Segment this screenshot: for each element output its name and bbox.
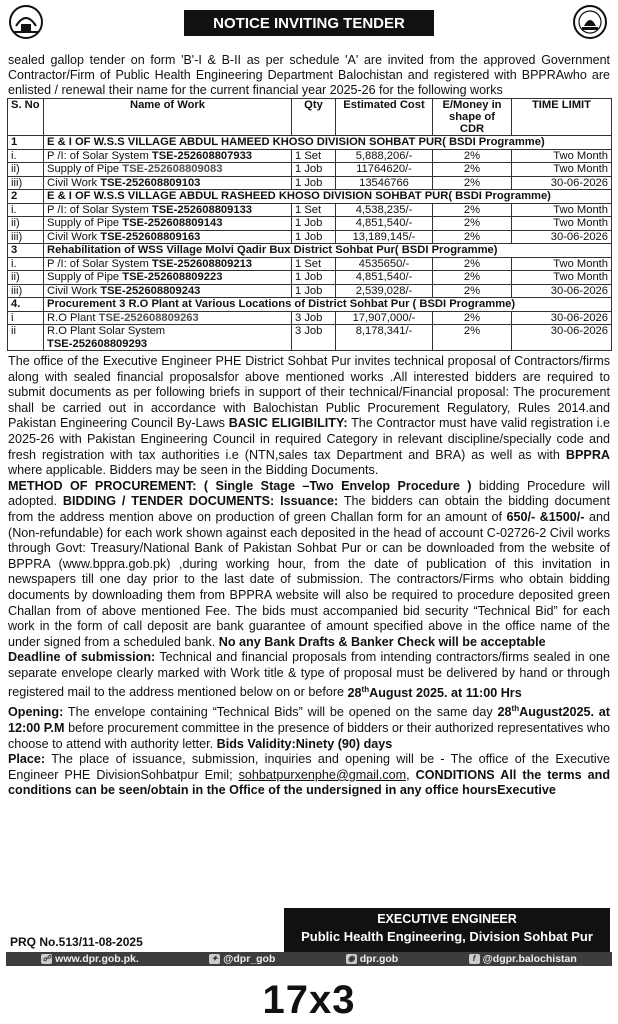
col-name-of-work: Name of Work [44, 99, 292, 136]
place-label: Place: [8, 752, 46, 767]
footer-facebook[interactable]: f @dgpr.balochistan [469, 953, 577, 965]
table-row [8, 203, 612, 217]
work-name-cell [44, 163, 292, 177]
phe-department-logo-icon [572, 4, 608, 40]
emoney-cell: 2% [433, 217, 512, 231]
cost-cell: 4,851,540/- [336, 271, 433, 285]
qty-cell: 1 Job [292, 163, 336, 177]
bidding-label: BIDDING / TENDER DOCUMENTS: Issuance: [62, 494, 339, 509]
emoney-cell: 2% [433, 271, 512, 285]
tender-code: TSE-252608809213 [151, 257, 253, 270]
fee-amount: 650/- &1500/- [506, 509, 585, 524]
deadline-text: Technical and financial proposals from intending contractors/firms sealed in one separate envelope clearly marked with Work title & type of proposal must be delivered by hand or through registered mail to the address mentioned below on or before [8, 650, 610, 700]
time-limit-cell: 30-06-2026 [512, 311, 612, 325]
table-header-row [8, 99, 612, 136]
prq-number: PRQ No.513/11-08-2025 [10, 935, 143, 949]
section-title: Rehabilitation of WSS Village Molvi Qadir Bux District Sohbat Pur( BSDI Programme) [44, 244, 612, 258]
signatory-office: Public Health Engineering, Division Sohbat Pur [301, 929, 593, 944]
method-label: METHOD OF PROCUREMENT: ( Single Stage –Two Envelop Procedure ) [8, 478, 472, 493]
work-name: Civil Work [47, 230, 98, 243]
qty-cell: 1 Job [292, 284, 336, 298]
row-number: ii) [8, 163, 44, 177]
twitter-icon: ✦ [209, 954, 220, 964]
time-limit-cell: 30-06-2026 [512, 325, 612, 351]
qty-cell: 1 Set [292, 257, 336, 271]
deadline-date: 28thAugust 2025. at 11:00 Hrs [347, 684, 522, 700]
eligibility-text: The Contractor must have valid registration i.e 2025-26 with Pakistan Engineering Council in required Category in relevant discipline/specially code and fresh registration with tax authorities i.e (NTN,sales tax Department and BRA) as well as with [8, 416, 610, 462]
work-name: R.O Plant Solar System [47, 325, 166, 337]
body-paragraph: The office of the Executive Engineer PHE District Sohbat Pur invites technical proposal of Contractors/firms along with sealed financial proposalsfor above mentioned works .All interested bidders are required to submit documents as per following briefs in support of their technical/Financial proposal: The procurement shall be carried out in accordance with Balochistan Public Procurement Regulatory, Rules 2014.and Pakistan Engineering Council By-Laws [8, 354, 610, 431]
section-title: Procurement 3 R.O Plant at Various Locations of District Sohbat Pur ( BSDI Programme) [44, 298, 612, 312]
eligibility-tail: where applicable. Bidders may be seen in the Bidding Documents. [8, 463, 379, 478]
col-estimated-cost: Estimated Cost [336, 99, 433, 136]
work-name-cell [44, 284, 292, 298]
tender-code: TSE-252608809163 [100, 230, 201, 243]
section-number: 2 [8, 190, 44, 204]
conditions-text: CONDITIONS All the terms and conditions can be seen/obtain in the Office of the undersigned in any office hoursExecutive [8, 767, 611, 798]
section-number: 4. [8, 298, 44, 312]
emoney-cell: 2% [433, 311, 512, 325]
tender-code: TSE-252608809143 [122, 217, 223, 229]
col-sno: S. No [8, 99, 44, 136]
work-name-cell [44, 203, 292, 217]
globe-icon: ☍ [42, 954, 51, 963]
balochistan-emblem-icon [8, 4, 44, 40]
bidding-text-2: and (Non-refundable) for each work shown against each deposited in the head of account C-02726-2 Civil works through Govt: Treasury/National Bank of Pakistan Sohbat Pur or can be downloaded from the website of BPPRA (www.bppra.gob.pk) ,during working hour, from the date of publication of this invitation in newspapers till one day prior to the last date of submission. The contractors/Firms who obtain bidding documents by downloading them from BPPRA website will also be required to procedure deposited green Challan from of above mentioned Fee. The bids must accompanied bid security “Technical Bid” for each work in the form of call deposit are bank guarantee of amount specified above in the office name of the under signed from a scheduled bank. [8, 509, 610, 649]
tender-code: TSE-252608809243 [100, 284, 201, 297]
emoney-cell: 2% [433, 230, 512, 244]
signature-block [284, 908, 610, 952]
table-row [8, 230, 612, 244]
cost-cell: 4535650/- [336, 257, 433, 271]
footer-instagram[interactable]: ◉ dpr.gob [347, 953, 399, 965]
time-limit-cell: 30-06-2026 [512, 230, 612, 244]
section-row [8, 190, 612, 204]
col-emoney: E/Money in shape of CDR [433, 99, 512, 136]
emoney-cell: 2% [433, 284, 512, 298]
cost-cell: 13546766 [336, 176, 433, 190]
opening-date: 28thAugust2025. at 12:00 P.M [8, 704, 611, 736]
work-name-cell [44, 176, 292, 190]
qty-cell: 1 Set [292, 203, 336, 217]
time-limit-cell: Two Month [512, 163, 612, 177]
tender-code: TSE-252608809133 [151, 203, 253, 216]
cost-cell: 13,189,145/- [336, 230, 433, 244]
table-row [8, 271, 612, 285]
tender-code: TSE-252608809293 [47, 337, 148, 350]
work-name-cell [44, 311, 292, 325]
qty-cell: 1 Job [292, 230, 336, 244]
contact-email-link[interactable]: sohbatpurxenphe@gmail.com, [238, 767, 410, 782]
cost-cell: 11764620/- [336, 163, 433, 177]
time-limit-cell: 30-06-2026 [512, 176, 612, 190]
qty-cell: 3 Job [292, 311, 336, 325]
table-row [8, 217, 612, 231]
row-number: ii) [8, 271, 44, 285]
qty-cell: 1 Set [292, 149, 336, 163]
deadline-label: Deadline of submission: [8, 650, 156, 665]
tender-code: TSE-252608809103 [100, 176, 201, 189]
works-table [7, 98, 612, 351]
page-title: NOTICE INVITING TENDER [184, 10, 434, 36]
emoney-cell: 2% [433, 149, 512, 163]
tender-code: TSE-252608809223 [122, 271, 223, 283]
row-number: ii) [8, 217, 44, 231]
tender-body [8, 354, 610, 799]
table-row [8, 257, 612, 271]
time-limit-cell: Two Month [512, 271, 612, 285]
emoney-cell: 2% [433, 176, 512, 190]
work-name-cell [44, 149, 292, 163]
work-name: Civil Work [47, 176, 98, 189]
work-name-cell [44, 257, 292, 271]
opening-label: Opening: [8, 705, 64, 720]
no-drafts-note: No any Bank Drafts & Banker Check will be acceptable [218, 634, 546, 649]
work-name: Supply of Pipe [47, 271, 120, 283]
time-limit-cell: Two Month [512, 203, 612, 217]
table-row [8, 311, 612, 325]
section-title: E & I OF W.S.S VILLAGE ABDUL RASHEED KHOSO DIVISION SOHBAT PUR( BSDI Programme) [44, 190, 612, 204]
notice-header [6, 4, 612, 40]
row-number: iii) [8, 230, 44, 244]
work-name-cell [44, 325, 292, 351]
table-row [8, 149, 612, 163]
opening-text: The envelope containing “Technical Bids” will be opened on the same day [67, 705, 493, 720]
qty-cell: 1 Job [292, 271, 336, 285]
section-title: E & I OF W.S.S VILLAGE ABDUL HAMEED KHOSO DIVISION SOHBAT PUR( BSDI Programme) [44, 136, 612, 150]
cost-cell: 8,178,341/- [336, 325, 433, 351]
emoney-cell: 2% [433, 257, 512, 271]
qty-cell: 1 Job [292, 217, 336, 231]
work-name-cell [44, 230, 292, 244]
cost-cell: 4,538,235/- [336, 203, 433, 217]
bppra-label: BPPRA [565, 447, 611, 462]
work-name: P /I: of Solar System [47, 149, 149, 162]
work-name: P /I: of Solar System [47, 203, 149, 216]
section-row [8, 298, 612, 312]
intro-text: sealed gallop tender on form 'B'-I & B-II as per schedule 'A' are invited from the approved Government Contractor/Firm of Public Health Engineering Department Balochistan and registered with BPPRAwho are enlisted / renewal their name for the current financial year 2025-26 for the following works [8, 53, 610, 97]
col-qty: Qty [292, 99, 336, 136]
section-row [8, 136, 612, 150]
tender-code: TSE-252608807933 [151, 149, 253, 162]
work-name: Supply of Pipe [47, 163, 120, 175]
tender-notice [6, 4, 612, 799]
emoney-cell: 2% [433, 163, 512, 177]
table-row [8, 163, 612, 177]
footer-bar [6, 952, 612, 966]
work-name-cell [44, 271, 292, 285]
cost-cell: 2,539,028/- [336, 284, 433, 298]
place-text: The place of issuance, submission, inquiries and opening will be - The office of the Executive Engineer PHE DivisionSohbatpur Emil; [8, 752, 610, 782]
section-row [8, 244, 612, 258]
tender-code: TSE-252608809083 [122, 163, 223, 175]
row-number: ii [8, 325, 44, 351]
row-number: i [8, 311, 44, 325]
footer-twitter[interactable]: ✦ @dpr_gob [209, 953, 275, 965]
table-row [8, 284, 612, 298]
eligibility-label: BASIC ELIGIBILITY: [228, 416, 348, 431]
emoney-cell: 2% [433, 325, 512, 351]
cost-cell: 4,851,540/- [336, 217, 433, 231]
signatory-title: EXECUTIVE ENGINEER [377, 912, 517, 926]
col-time-limit: TIME LIMIT [512, 99, 612, 136]
qty-cell: 3 Job [292, 325, 336, 351]
table-row [8, 176, 612, 190]
cost-cell: 17,907,000/- [336, 311, 433, 325]
row-number: i. [8, 257, 44, 271]
row-number: iii) [8, 176, 44, 190]
emoney-cell: 2% [433, 203, 512, 217]
work-name-cell [44, 217, 292, 231]
opening-text-2: before procurement committee in the presence of bidders or their authorized representatives who choose to attend with authority letter. [8, 721, 611, 751]
work-name: Supply of Pipe [47, 217, 120, 229]
row-number: iii) [8, 284, 44, 298]
section-number: 1 [8, 136, 44, 150]
footer-web[interactable]: ☍ www.dpr.gob.pk. [42, 953, 139, 965]
work-name: R.O Plant [47, 311, 96, 324]
section-number: 3 [8, 244, 44, 258]
method-text: bidding Procedure will adopted. [8, 478, 611, 509]
qty-cell: 1 Job [292, 176, 336, 190]
time-limit-cell: Two Month [512, 149, 612, 163]
cost-cell: 5,888,206/- [336, 149, 433, 163]
work-name: Civil Work [47, 284, 98, 297]
row-number: i. [8, 203, 44, 217]
row-number: i. [8, 149, 44, 163]
bids-validity: Bids Validity:Ninety (90) days [216, 736, 393, 751]
time-limit-cell: 30-06-2026 [512, 284, 612, 298]
work-name: P /I: of Solar System [47, 257, 149, 270]
tender-code: TSE-252608809263 [98, 311, 199, 324]
ad-size-label: 17x3 [262, 978, 356, 1022]
facebook-icon: f [469, 954, 480, 964]
time-limit-cell: Two Month [512, 217, 612, 231]
instagram-icon: ◉ [346, 954, 357, 964]
table-row [8, 325, 612, 351]
time-limit-cell: Two Month [512, 257, 612, 271]
bidding-text: The bidders can obtain the bidding document from the address mention above on production of green Challan form for an amount of [8, 494, 610, 524]
